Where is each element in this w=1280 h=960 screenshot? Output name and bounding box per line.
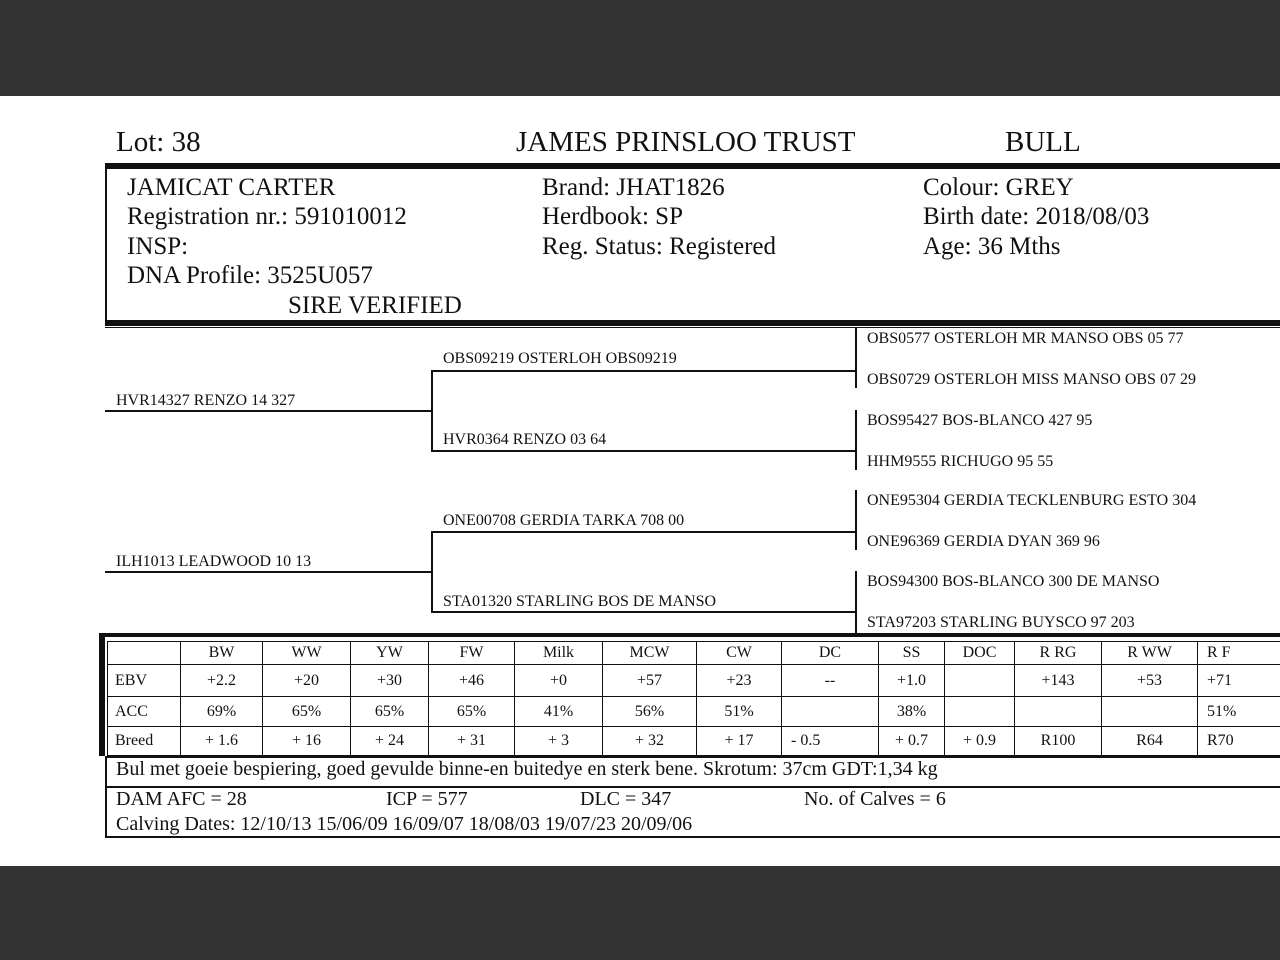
table-cell: 41% — [515, 697, 603, 727]
table-cell: -- — [782, 665, 879, 697]
dam-calves: No. of Calves = 6 — [804, 788, 946, 810]
table-cell: +23 — [697, 665, 782, 697]
pedigree-sire-dam: HVR0364 RENZO 03 64 — [443, 431, 607, 448]
table-cell: +1.0 — [879, 665, 945, 697]
table-cell: 65% — [429, 697, 515, 727]
dna-profile: DNA Profile: 3525U057 — [127, 262, 373, 289]
dam-sire-line — [431, 531, 855, 533]
col-header: DOC — [945, 642, 1015, 665]
calving-dates: Calving Dates: 12/10/13 15/06/09 16/09/07 18/08/03 19/07/23 20/09/06 — [116, 813, 693, 835]
table-cell — [945, 665, 1015, 697]
info-box-left — [105, 163, 107, 321]
col-header: BW — [181, 642, 263, 665]
table-cell: 51% — [697, 697, 782, 727]
col-header: Milk — [515, 642, 603, 665]
colour: Colour: GREY — [923, 174, 1074, 201]
col-header: YW — [351, 642, 429, 665]
table-cell: + 17 — [697, 727, 782, 756]
seller-name: JAMES PRINSLOO TRUST — [516, 126, 856, 158]
table-cell — [1102, 697, 1198, 727]
table-row — [108, 727, 1280, 756]
ebv-left-rule — [99, 634, 105, 756]
table-cell — [782, 697, 879, 727]
comment-box-left — [105, 756, 107, 836]
pedigree-ggp-2: OBS0729 OSTERLOH MISS MANSO OBS 07 29 — [867, 371, 1196, 388]
col-header: MCW — [603, 642, 697, 665]
col-header: R RG — [1015, 642, 1102, 665]
ebv-table — [107, 641, 1280, 756]
dam-info-top-rule — [105, 786, 1280, 788]
col-header: WW — [263, 642, 351, 665]
col-header: SS — [879, 642, 945, 665]
table-cell: + 0.9 — [945, 727, 1015, 756]
table-cell — [945, 697, 1015, 727]
table-cell: +57 — [603, 665, 697, 697]
pedigree-ggp-1: OBS0577 OSTERLOH MR MANSO OBS 05 77 — [867, 330, 1184, 347]
table-cell: +46 — [429, 665, 515, 697]
table-cell: + 3 — [515, 727, 603, 756]
col-header: R WW — [1102, 642, 1198, 665]
table-cell: 69% — [181, 697, 263, 727]
ggp-bracket-4 — [855, 571, 857, 633]
sire-verified: SIRE VERIFIED — [288, 292, 462, 319]
table-cell: +53 — [1102, 665, 1198, 697]
row-label: ACC — [108, 697, 181, 727]
table-cell: +30 — [351, 665, 429, 697]
row-label: EBV — [108, 665, 181, 697]
pedigree-ggp-8: STA97203 STARLING BUYSCO 97 203 — [867, 614, 1135, 631]
registration-nr: Registration nr.: 591010012 — [127, 203, 407, 230]
pedigree-ggp-3: BOS95427 BOS-BLANCO 427 95 — [867, 412, 1093, 429]
header-rule — [105, 163, 1280, 169]
dam-icp: ICP = 577 — [386, 788, 468, 810]
col-header: R F — [1198, 642, 1280, 665]
sire-line — [105, 410, 431, 412]
table-cell: 65% — [263, 697, 351, 727]
pedigree-top-rule — [105, 320, 1280, 326]
col-header: DC — [782, 642, 879, 665]
table-cell: +20 — [263, 665, 351, 697]
dam-line — [105, 571, 431, 573]
ggp-bracket-3 — [855, 490, 857, 550]
ebv-header-row — [108, 642, 1280, 665]
table-cell: +143 — [1015, 665, 1102, 697]
table-cell: - 0.5 — [782, 727, 879, 756]
table-cell: +0 — [515, 665, 603, 697]
reg-status: Reg. Status: Registered — [542, 233, 776, 260]
pedigree-ggp-7: BOS94300 BOS-BLANCO 300 DE MANSO — [867, 573, 1160, 590]
table-cell: +71 — [1198, 665, 1280, 697]
table-cell: 65% — [351, 697, 429, 727]
lot-number: Lot: 38 — [116, 126, 201, 158]
insp-label: INSP: — [127, 233, 189, 260]
pedigree-ggp-5: ONE95304 GERDIA TECKLENBURG ESTO 304 — [867, 492, 1197, 509]
table-cell: + 32 — [603, 727, 697, 756]
pedigree-sire: HVR14327 RENZO 14 327 — [116, 392, 296, 409]
table-cell: 51% — [1198, 697, 1280, 727]
table-cell: 38% — [879, 697, 945, 727]
herdbook: Herdbook: SP — [542, 203, 683, 230]
pedigree-ggp-4: HHM9555 RICHUGO 95 55 — [867, 453, 1054, 470]
table-cell: 56% — [603, 697, 697, 727]
table-cell: + 0.7 — [879, 727, 945, 756]
animal-type: BULL — [1005, 126, 1081, 158]
animal-name: JAMICAT CARTER — [127, 174, 336, 201]
table-row — [108, 665, 1280, 697]
comment-text: Bul met goeie bespiering, goed gevulde binne-en buitedye en sterk bene. Skrotum: 37cm GDT:1,34 kg — [116, 758, 938, 780]
lot-sheet — [0, 96, 1280, 866]
table-cell: + 1.6 — [181, 727, 263, 756]
table-row — [108, 697, 1280, 727]
age: Age: 36 Mths — [923, 233, 1061, 260]
table-cell: R70 — [1198, 727, 1280, 756]
ebv-top-rule — [99, 633, 1280, 637]
col-header: FW — [429, 642, 515, 665]
pedigree-ggp-6: ONE96369 GERDIA DYAN 369 96 — [867, 533, 1100, 550]
pedigree-top-rule-thin — [105, 327, 1280, 328]
table-cell: + 31 — [429, 727, 515, 756]
pedigree-dam: ILH1013 LEADWOOD 10 13 — [116, 553, 312, 570]
birth-date: Birth date: 2018/08/03 — [923, 203, 1150, 230]
table-cell: R100 — [1015, 727, 1102, 756]
col-header: CW — [697, 642, 782, 665]
ggp-bracket-2 — [855, 410, 857, 470]
table-cell — [1015, 697, 1102, 727]
dam-bracket — [431, 531, 433, 612]
table-cell: + 16 — [263, 727, 351, 756]
sire-sire-line — [431, 370, 855, 372]
dam-dam-line — [431, 611, 855, 613]
col-header — [108, 642, 181, 665]
pedigree-dam-dam: STA01320 STARLING BOS DE MANSO — [443, 593, 717, 610]
dam-dlc: DLC = 347 — [580, 788, 672, 810]
table-cell: R64 — [1102, 727, 1198, 756]
pedigree-dam-sire: ONE00708 GERDIA TARKA 708 00 — [443, 512, 685, 529]
bottom-rule — [105, 836, 1280, 838]
table-cell: +2.2 — [181, 665, 263, 697]
ggp-bracket-1 — [855, 328, 857, 388]
pedigree-sire-sire: OBS09219 OSTERLOH OBS09219 — [443, 350, 677, 367]
table-cell: + 24 — [351, 727, 429, 756]
brand: Brand: JHAT1826 — [542, 174, 725, 201]
dam-afc: DAM AFC = 28 — [116, 788, 247, 810]
row-label: Breed — [108, 727, 181, 756]
sire-bracket — [431, 370, 433, 451]
sire-dam-line — [431, 450, 855, 452]
